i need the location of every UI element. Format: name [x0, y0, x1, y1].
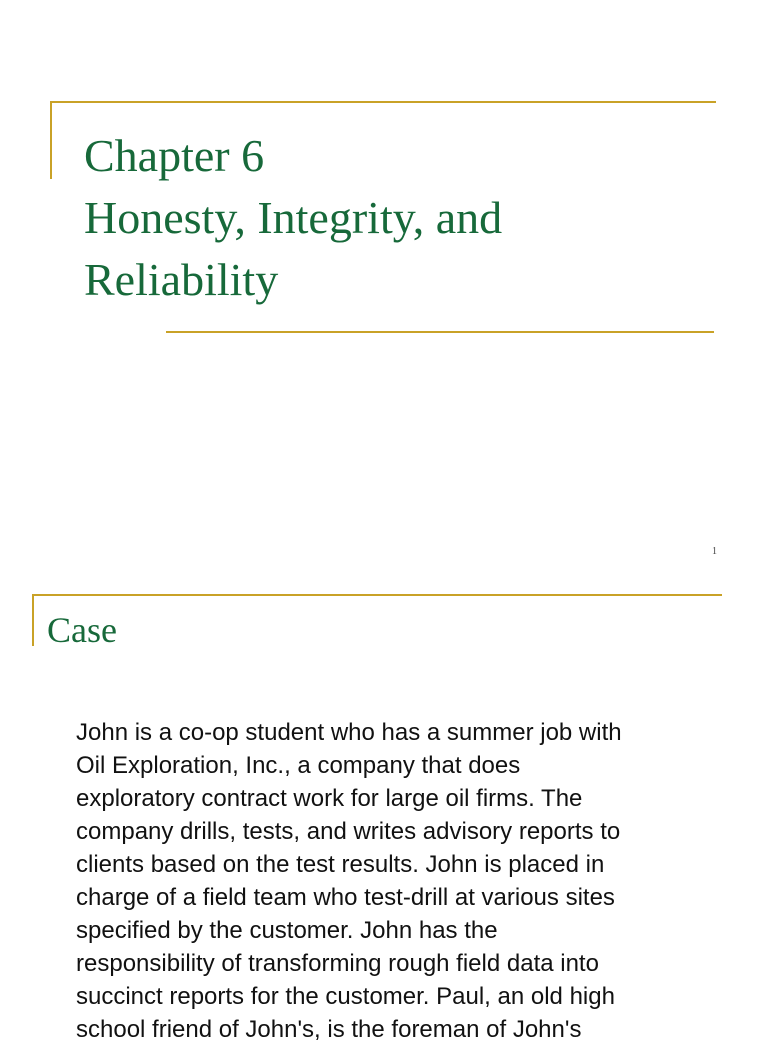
body-line: exploratory contract work for large oil firms. The: [76, 785, 583, 812]
title-line-chapter: Chapter 6: [84, 130, 265, 181]
title-line-subject-cont: Reliability: [84, 254, 279, 305]
title-frame-bottom-rule: [166, 331, 714, 333]
body-line: responsibility of transforming rough field data into: [76, 950, 599, 977]
slide-title: [84, 125, 704, 311]
body-line: succinct reports for the customer. Paul, an old high: [76, 983, 615, 1010]
title-frame-top-rule: [50, 101, 716, 103]
body-line: company drills, tests, and writes advisory reports to: [76, 818, 621, 845]
body-line: clients based on the test results. John is placed in: [76, 851, 605, 878]
body-line: specified by the customer. John has the: [76, 917, 498, 944]
body-line: school friend of John's, is the foreman of John's: [76, 1016, 582, 1043]
case-frame-top-rule: [32, 594, 722, 596]
title-frame-left-rule: [50, 101, 52, 179]
body-line: Oil Exploration, Inc., a company that does: [76, 752, 521, 779]
case-body-text: [76, 716, 726, 1046]
case-frame-left-rule: [32, 594, 34, 646]
body-line: John is a co-op student who has a summer job with: [76, 719, 622, 746]
page-number: 1: [712, 546, 717, 557]
title-line-subject: Honesty, Integrity, and: [84, 192, 503, 243]
body-line: charge of a field team who test-drill at various sites: [76, 884, 615, 911]
case-heading: Case: [47, 610, 117, 650]
